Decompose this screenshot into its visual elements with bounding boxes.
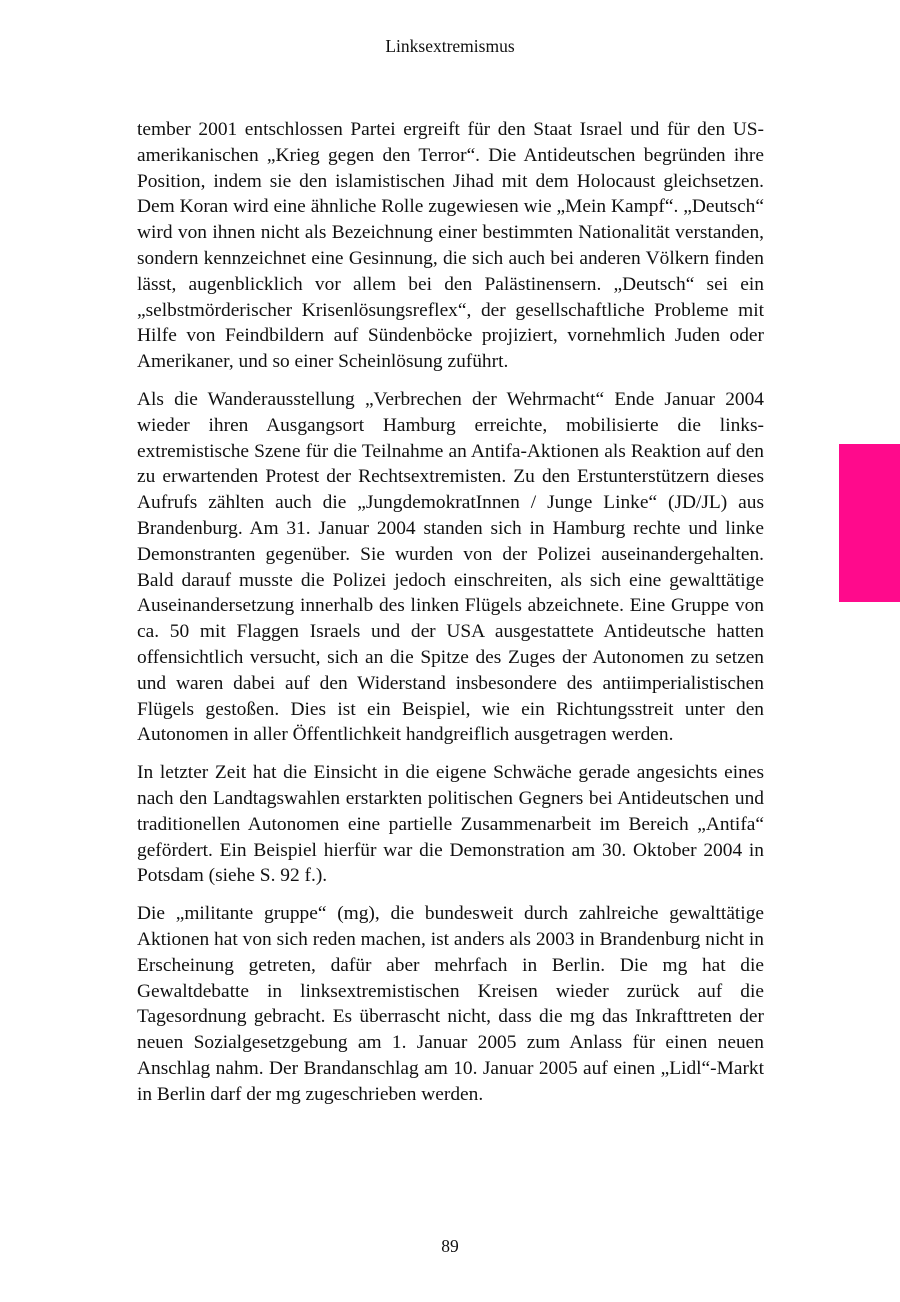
running-title: Linksextremismus bbox=[385, 36, 515, 56]
paragraph-antifa-cooperation: In letzter Zeit hat die Einsicht in die eigene Schwäche gerade angesichts eines nach den Landtagswahlen erstarkten politischen Gegners bei Antideutschen und traditionellen Autonomen eine partielle Zusammenarbeit im Bereich „Antifa“ gefördert. Ein Beispiel hierfür war die Demonstration am 30. Oktober 2004 in Potsdam (siehe S. 92 f.). bbox=[137, 762, 764, 887]
page-number: 89 bbox=[441, 1236, 459, 1256]
paragraph-antideutsche-position: tember 2001 entschlossen Partei ergreift für den Staat Israel und für den US-amerikanischen „Krieg gegen den Terror“. Die Antideutschen begründen ihre Position, indem sie den islamistischen Jihad mit dem Holocaust gleichsetzen. Dem Koran wird eine ähnliche Rolle zugewiesen wie „Mein Kampf“. „Deutsch“ wird von ihnen nicht als Bezeichnung einer bestimmten Nationalität verstanden, sondern kennzeichnet eine Gesinnung, die sich auch bei anderen Völkern finden lässt, augenblicklich vor allem bei den Palästinensern. „Deutsch“ sei ein „selbstmörderischer Krisenlösungsreflex“, der gesellschaftliche Probleme mit Hilfe von Feindbildern auf Sündenböcke projiziert, vornehmlich Juden oder Amerikaner, und so einer Scheinlösung zuführt. bbox=[137, 119, 764, 373]
paragraph-militante-gruppe: Die „militante gruppe“ (mg), die bundesweit durch zahlreiche gewalttätige Aktionen hat von sich reden machen, ist anders als 2003 in Brandenburg nicht in Erscheinung getreten, dafür aber mehrfach in Berlin. Die mg hat die Gewaltdebatte in linksextremistischen Kreisen wieder zurück auf die Tagesordnung gebracht. Es überrascht nicht, dass die mg das Inkrafttreten der neuen Sozialgesetzgebung am 1. Januar 2005 zum Anlass für einen neuen Anschlag nahm. Der Brandanschlag am 10. Januar 2005 auf einen „Lidl“-Markt in Berlin darf der mg zugeschrieben werden. bbox=[137, 903, 764, 1105]
chapter-thumb-tab bbox=[839, 444, 900, 602]
paragraph-wehrmacht-exhibition: Als die Wanderausstellung „Verbrechen der Wehrmacht“ Ende Januar 2004 wieder ihren Ausgangsort Hamburg erreichte, mobilisierte die linksextremistische Szene für die Teilnahme an Antifa-Aktionen als Reaktion auf den zu erwartenden Protest der Rechtsextremisten. Zu den Erstunterstützern dieses Aufrufs zählten auch die „JungdemokratInnen / Junge Linke“ (JD/JL) aus Brandenburg. Am 31. Januar 2004 standen sich in Hamburg rechte und linke Demonstranten gegenüber. Sie wurden von der Polizei auseinandergehalten. Bald darauf musste die Polizei jedoch einschreiten, als sich eine gewalttätige Auseinandersetzung innerhalb des linken Flügels abzeichnete. Eine Gruppe von ca. 50 mit Flaggen Israels und der USA ausgestattete Antideutsche hatten offensichtlich versucht, sich an die Spitze des Zuges der Autonomen zu setzen und waren dabei auf den Widerstand insbesondere des antiimperialistischen Flügels gestoßen. Dies ist ein Beispiel, wie ein Richtungsstreit unter den Autonomen in aller Öffentlichkeit handgreiflich ausgetragen werden. bbox=[137, 388, 764, 746]
body-text bbox=[137, 117, 764, 1107]
